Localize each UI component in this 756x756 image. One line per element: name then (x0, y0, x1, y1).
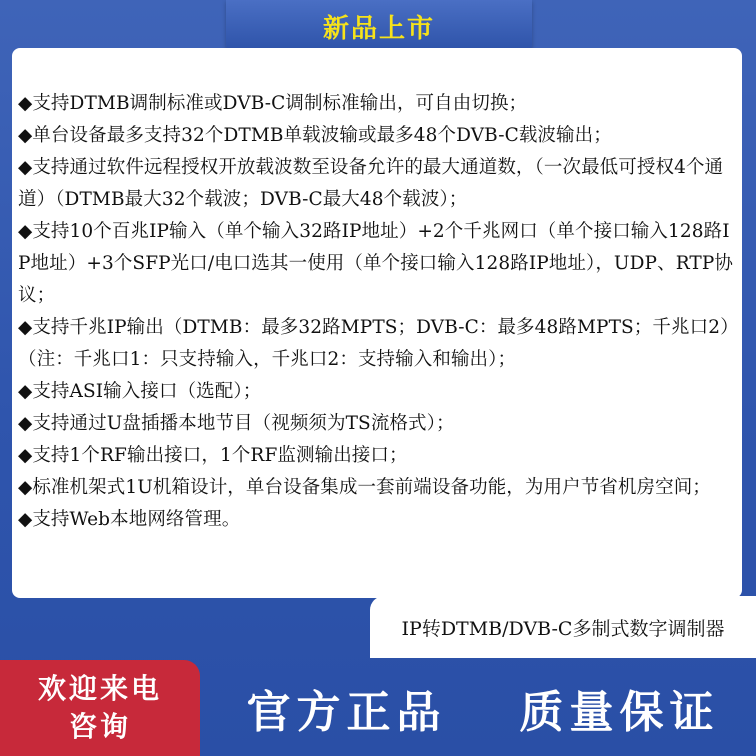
feature-item: ◆支持通过U盘插播本地节目（视频须为TS流格式）； (18, 413, 455, 434)
product-name: IP转DTMB/DVB-C多制式数字调制器 (401, 617, 725, 640)
slogan-genuine: 官方正品 (246, 687, 447, 738)
product-name-tag (370, 596, 756, 658)
top-banner (226, 0, 532, 52)
feature-item: ◆支持通过软件远程授权开放载波数至设备允许的最大通道数，（一次最低可授权4个通道）（DTMB最大32个载波；DVB-C最大48个载波）； (18, 157, 724, 210)
banner-title: 新品上市 (322, 13, 435, 44)
feature-item: ◆支持1个RF输出接口，1个RF监测输出接口； (18, 445, 408, 466)
feature-item: ◆支持DTMB调制标准或DVB-C调制标准输出，可自由切换； (18, 93, 528, 114)
feature-list (18, 88, 738, 536)
feature-item: ◆单台设备最多支持32个DTMB单载波输或最多48个DVB-C载波输出； (18, 125, 612, 146)
contact-line-1: 欢迎来电 (37, 672, 162, 705)
feature-card (12, 48, 742, 598)
contact-badge[interactable] (0, 660, 200, 756)
feature-item: ◆支持千兆IP输出（DTMB：最多32路MPTS；DVB-C：最多48路MPTS；千兆口2）（注：千兆口1：只支持输入，千兆口2：支持输入和输出）； (18, 317, 730, 370)
contact-line-2: 咨询 (68, 710, 131, 743)
feature-item: ◆支持10个百兆IP输入（单个输入32路IP地址）+2个千兆网口（单个接口输入128路IP地址）+3个SFP光口/电口选其一使用（单个接口输入128路IP地址），UDP、RTP协议； (18, 221, 733, 306)
slogan-quality: 质量保证 (519, 687, 720, 738)
slogan-bar (210, 668, 756, 748)
feature-item: ◆标准机架式1U机箱设计，单台设备集成一套前端设备功能，为用户节省机房空间； (18, 477, 711, 498)
feature-item: ◆支持Web本地网络管理。 (18, 509, 241, 530)
feature-item: ◆支持ASI输入接口（选配）； (18, 381, 262, 402)
